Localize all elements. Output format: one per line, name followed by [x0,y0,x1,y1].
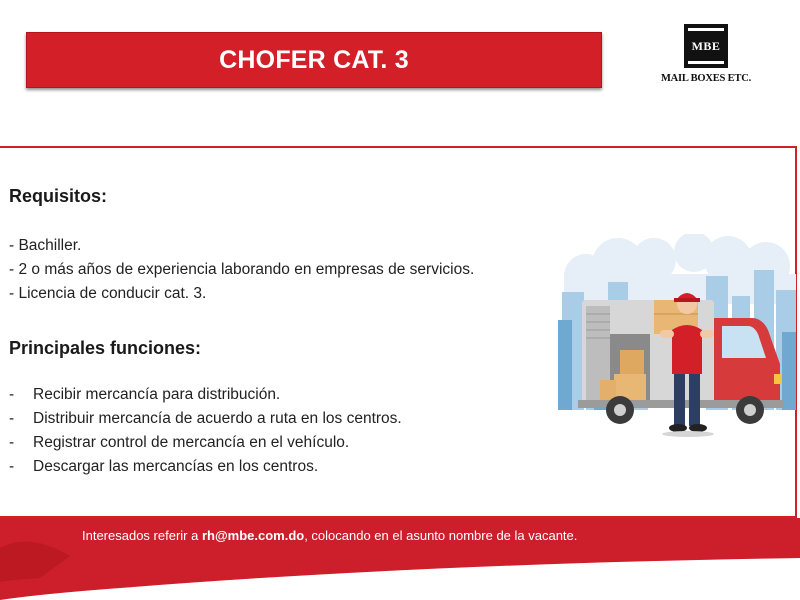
list-item: - Recibir mercancía para distribución. [9,386,281,403]
logo-name: MAIL BOXES ETC. [660,73,752,84]
funciones-heading: Principales funciones: [9,338,202,358]
mbe-logo [651,24,761,90]
title-banner [26,32,602,88]
contact-email: rh@mbe.com.do [201,528,305,543]
list-item: - Registrar control de mercancía en el vehículo. [9,434,350,451]
delivery-truck-illustration [556,234,796,444]
list-item: - Descargar las mercancías en los centros. [9,458,319,475]
requisitos-heading: Requisitos: [9,186,108,206]
mbe-logo-mark [684,24,728,68]
page-title: CHOFER CAT. 3 [219,45,409,74]
list-item: - Bachiller. [9,237,82,254]
footer-contact-text: Interesados referir a rh@mbe.com.do, colocando en el asunto nombre de la vacante. [82,528,578,543]
list-item: - Licencia de conducir cat. 3. [9,285,207,302]
funciones-list [9,383,402,479]
requisitos-list [9,234,474,306]
logo-letters: MBE [691,38,721,53]
list-item: - 2 o más años de experiencia laborando en empresas de servicios. [9,261,475,278]
list-item: - Distribuir mercancía de acuerdo a ruta en los centros. [9,410,402,427]
